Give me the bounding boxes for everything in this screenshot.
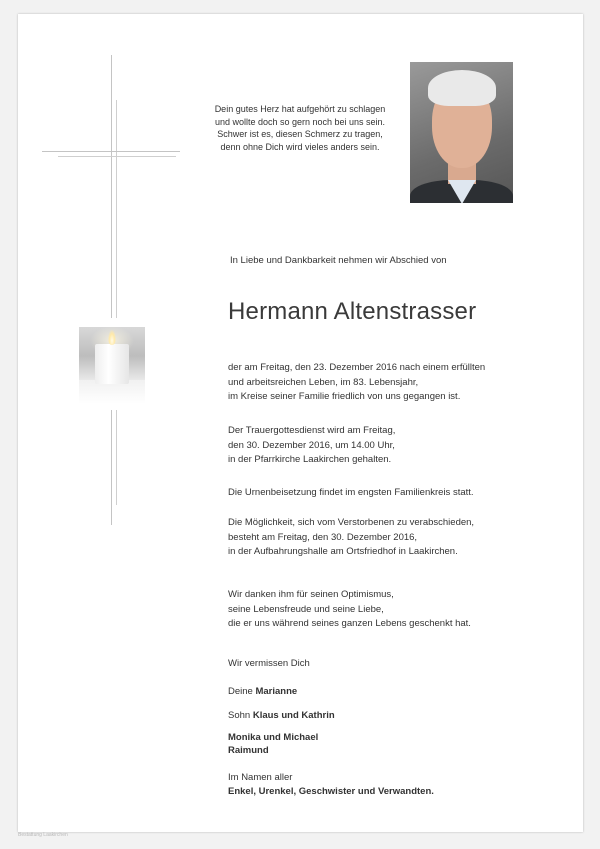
mourner-names: Monika und Michael (228, 732, 319, 743)
family-line (228, 785, 434, 800)
text-line: Der Trauergottesdienst wird am Freitag, (228, 425, 396, 436)
text-line: der am Freitag, den 23. Dezember 2016 nach einem erfüllten (228, 362, 486, 373)
mourner-line (228, 744, 269, 759)
farewell-paragraph (228, 516, 474, 560)
son-names: Klaus und Kathrin (252, 710, 335, 721)
miss-you-line: Wir vermissen Dich (228, 658, 310, 669)
deceased-name: Hermann Altenstrasser (228, 298, 477, 325)
death-notice-paragraph (228, 361, 485, 405)
service-paragraph (228, 424, 395, 468)
behalf-line: Im Namen aller (228, 772, 293, 783)
text-line: besteht am Freitag, den 30. Dezember 2016, (228, 531, 418, 543)
mourner-names: Raimund (228, 745, 269, 756)
footnote: Bestattung Laakirchen (18, 832, 68, 838)
thanks-paragraph (228, 588, 471, 632)
burial-paragraph (228, 486, 474, 501)
verse-line: denn ohne Dich wird vieles anders sein. (220, 141, 380, 152)
text-line: Wir danken ihm für seinen Optimismus, (228, 589, 394, 600)
family-names: Enkel, Urenkel, Geschwister und Verwandten. (228, 786, 434, 797)
verse-line: Schwer ist es, diesen Schmerz zu tragen, (217, 129, 383, 140)
mourner-wife (228, 685, 297, 700)
verse-line: Dein gutes Herz hat aufgehört zu schlagen (214, 104, 386, 114)
text-line: im Kreise seiner Familie friedlich von uns gegangen ist. (228, 391, 461, 402)
text-line: den 30. Dezember 2016, um 14.00 Uhr, (228, 439, 395, 451)
text-line: die er uns während seines ganzen Lebens geschenkt hat. (228, 618, 471, 629)
intro-text: In Liebe und Dankbarkeit nehmen wir Abschied von (230, 255, 447, 266)
text-line: in der Pfarrkirche Laakirchen gehalten. (228, 454, 392, 465)
text-line: seine Lebensfreude und seine Liebe, (228, 603, 384, 615)
mourner-son (228, 709, 335, 724)
memorial-verse (195, 103, 405, 153)
text-line: Die Urnenbeisetzung findet im engsten Familienkreis statt. (228, 487, 474, 498)
text-line: in der Aufbahrungshalle am Ortsfriedhof in Laakirchen. (228, 546, 458, 557)
son-prefix: Sohn (228, 710, 253, 721)
verse-line: und wolltе doch so gern noch bei uns sein. (214, 116, 386, 127)
wife-prefix: Deine (228, 686, 256, 697)
text-line: und arbeitsreichen Leben, im 83. Lebensjahr, (228, 376, 419, 388)
wife-name: Marianne (255, 686, 298, 697)
text-line: Die Möglichkeit, sich vom Verstorbenen zu verabschieden, (228, 517, 475, 528)
portrait-photo (410, 62, 513, 203)
